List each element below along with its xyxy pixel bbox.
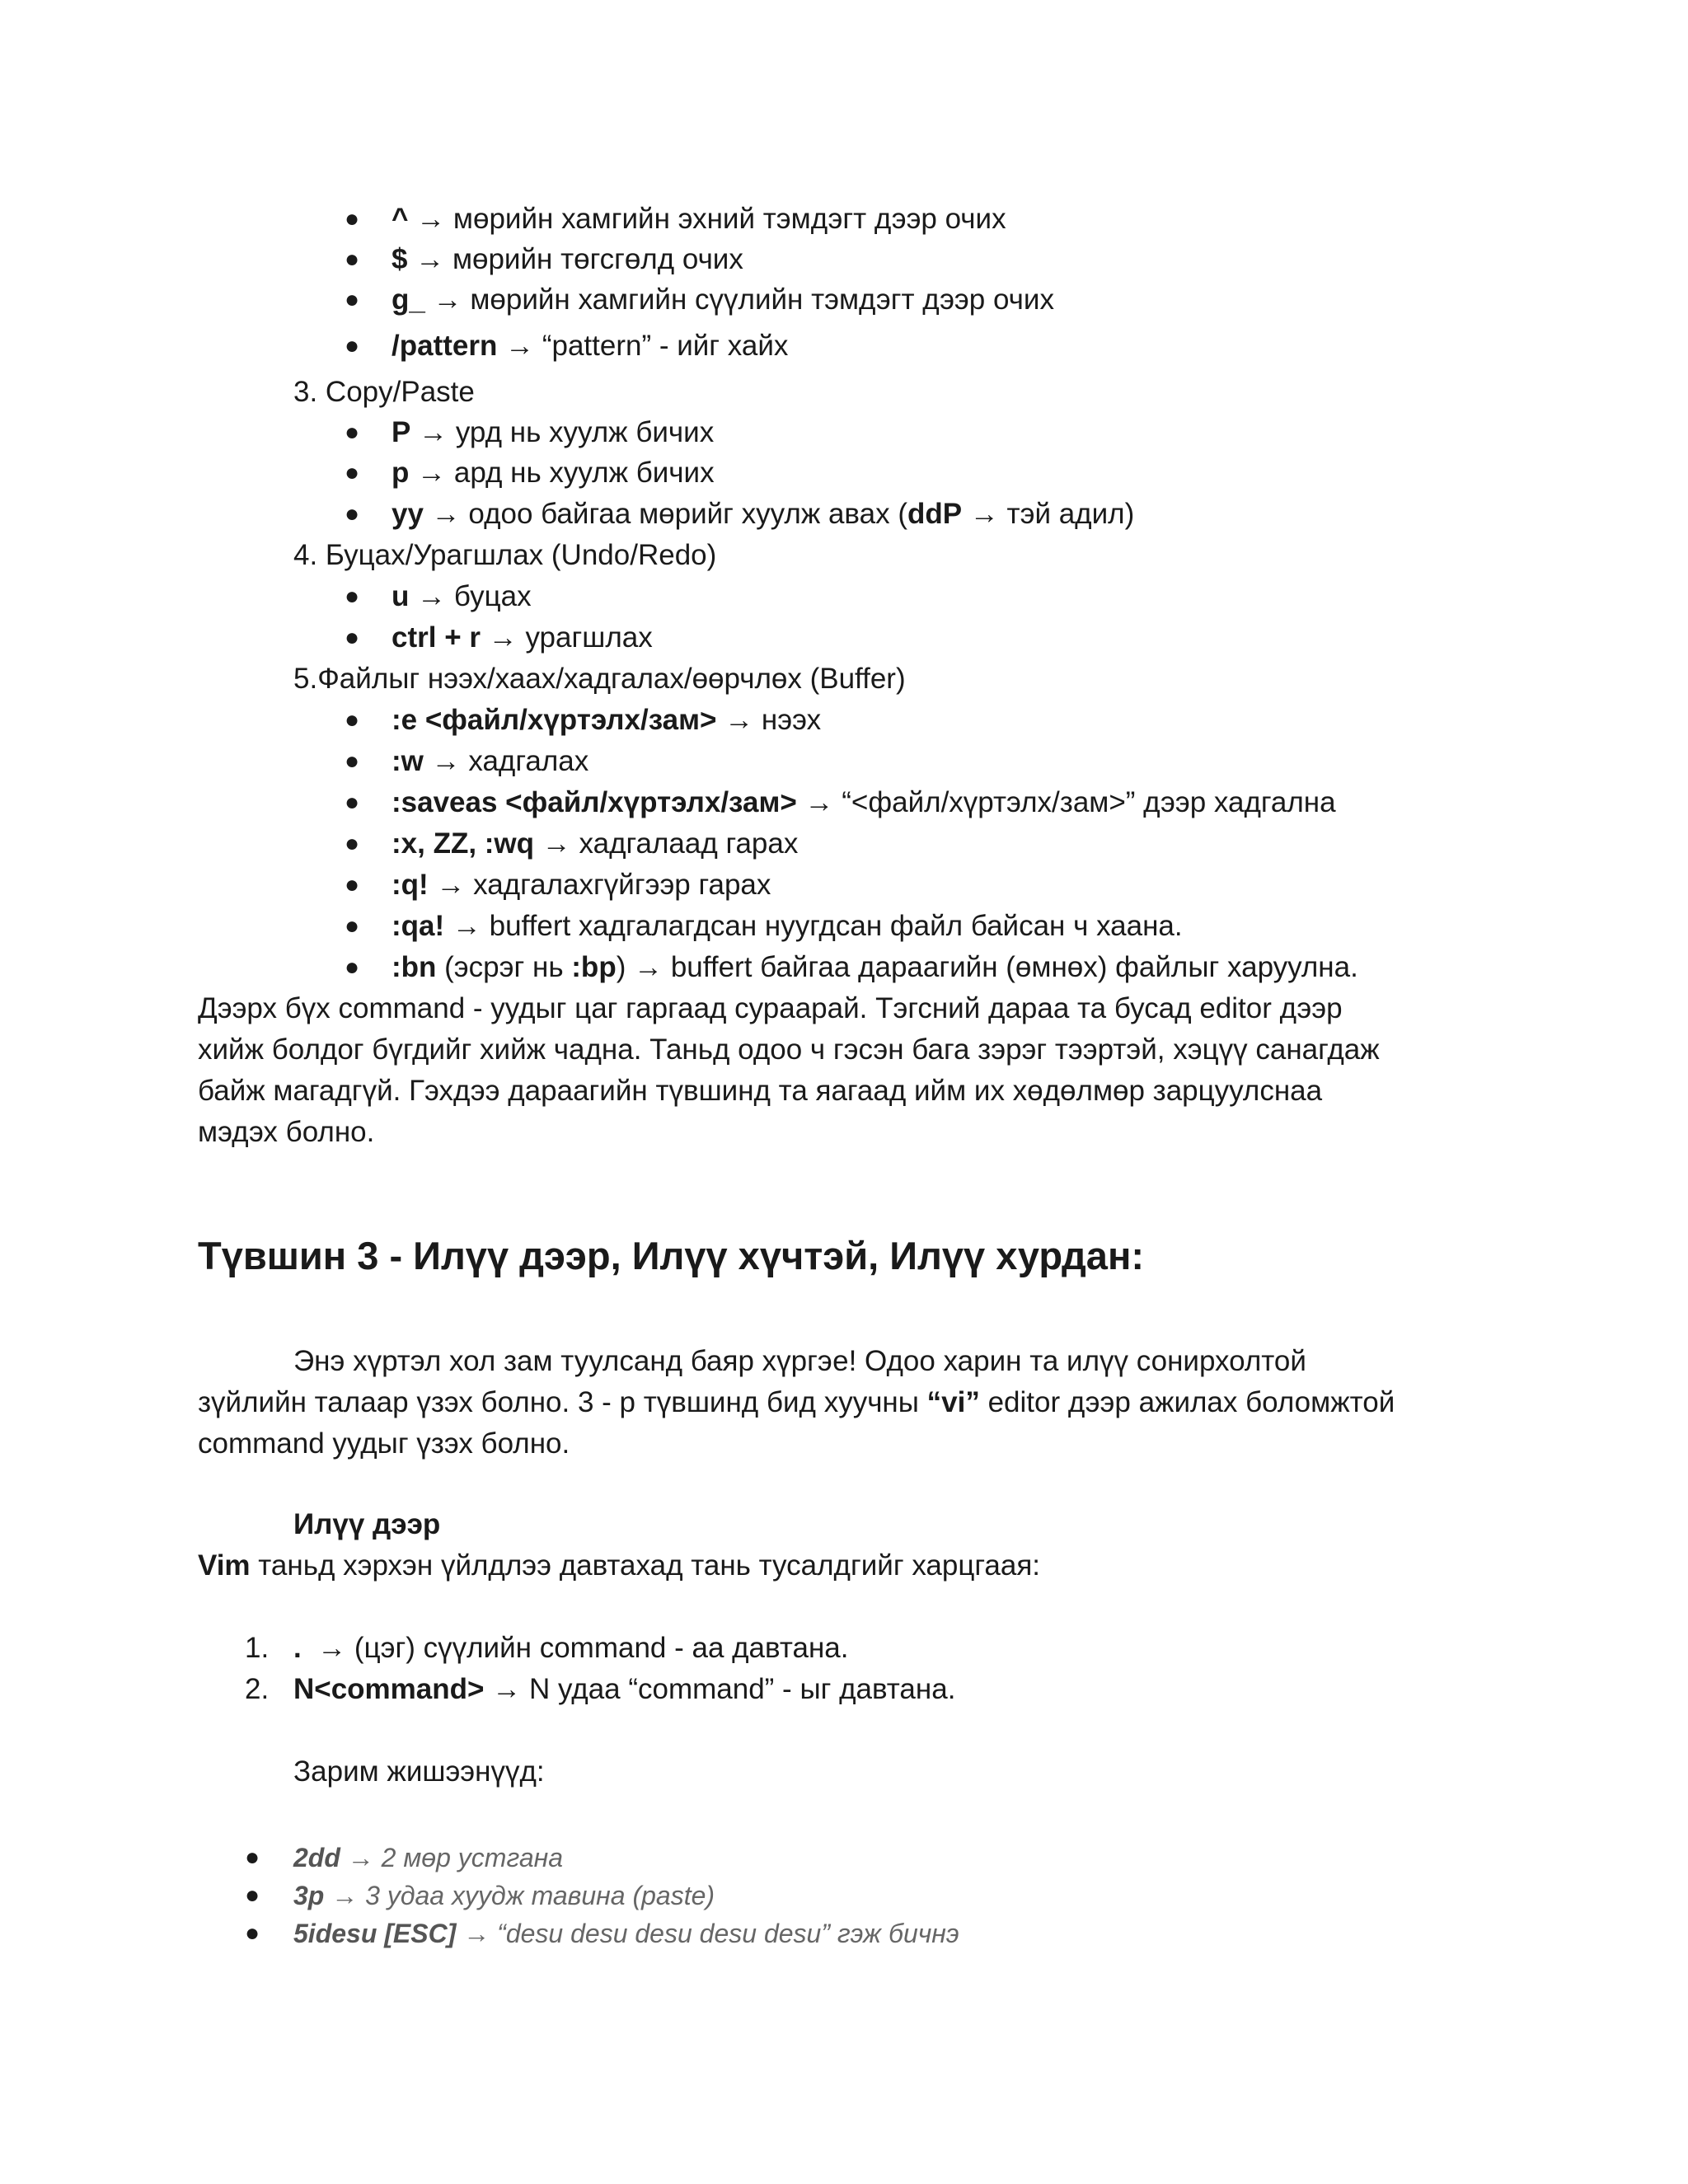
bullet-icon: ● <box>345 912 360 940</box>
bullet-icon: ● <box>345 286 360 313</box>
bullet-icon: ● <box>345 748 360 775</box>
bullet-icon: ● <box>245 1844 260 1871</box>
list-item: p → ард нь хуулж бичих <box>392 457 715 489</box>
example-item: 5idesu [ESC] → “desu desu desu desu desu” гэж бичнэ <box>293 1919 959 1948</box>
bullet-icon: ● <box>345 205 360 232</box>
example-item: 2dd → 2 мөр устгана <box>293 1843 564 1872</box>
vim-intro-line: Vim таньд хэрхэн үйлдлээ давтахад тань тусалдгийг харцгаая: <box>198 1549 1041 1582</box>
bullet-icon: ● <box>345 706 360 733</box>
bullet-icon: ● <box>345 332 360 359</box>
bullet-icon: ● <box>345 624 360 651</box>
numbered-item-content: N<command> → N удаа “command” - ыг давтана. <box>293 1673 956 1705</box>
level-3-heading: Түвшин 3 - Илүү дээр, Илүү хүчтэй, Илүү хурдан: <box>198 1234 1144 1277</box>
bullet-icon: ● <box>345 500 360 527</box>
list-item: u → буцах <box>392 580 532 612</box>
list-item: /pattern → “pattern” - ийг хайх <box>392 330 789 362</box>
paragraph-line: Дээрх бүх command - уудыг цаг гаргаад сураарай. Тэгсний дараа та бусад editor дээр <box>198 992 1343 1024</box>
list-item: :bn (эсрэг нь :bp) → buffert байгаа дараагийн (өмнөх) файлыг харуулна. <box>392 951 1358 983</box>
list-item: :w → хадгалах <box>392 745 589 777</box>
section-title-buffer: 5.Файлыг нээх/хаах/хадгалах/өөрчлөх (Buffer) <box>293 663 906 695</box>
bullet-icon: ● <box>345 459 360 486</box>
bullet-icon: ● <box>345 583 360 610</box>
bullet-icon: ● <box>345 246 360 273</box>
bullet-icon: ● <box>345 954 360 981</box>
bullet-icon: ● <box>345 871 360 898</box>
bullet-icon: ● <box>345 419 360 446</box>
paragraph-line: байж магадгүй. Гэхдээ дараагийн түвшинд та яагаад ийм их хөдөлмөр зарцуулснаа <box>198 1075 1323 1107</box>
list-item: $ → мөрийн төгсгөлд очих <box>392 243 743 275</box>
paragraph-line: хийж болдог бүгдийг хийж чадна. Таньд одоо ч гэсэн бага зэрэг тээртэй, хэцүү санагдаж <box>198 1033 1380 1066</box>
list-item: yy → одоо байгаа мөрийг хуулж авах (ddP → тэй адил) <box>392 498 1135 530</box>
section-title-copy-paste: 3. Copy/Paste <box>293 376 475 408</box>
subheading-better: Илүү дээр <box>293 1508 441 1540</box>
paragraph-line: Энэ хүртэл хол зам туулсанд баяр хүргэе! Одоо харин та илүү сонирхолтой <box>293 1345 1306 1377</box>
bullet-icon: ● <box>345 789 360 816</box>
list-item: ^ → мөрийн хамгийн эхний тэмдэгт дээр очих <box>392 203 1006 235</box>
bullet-icon: ● <box>245 1882 260 1909</box>
example-item: 3p → 3 удаа хуудж тавина (paste) <box>293 1881 715 1910</box>
list-item: ctrl + r → урагшлах <box>392 621 653 654</box>
section-title-undo-redo: 4. Буцах/Урагшлах (Undo/Redo) <box>293 539 717 571</box>
list-item: :q! → хадгалахгүйгээр гарах <box>392 869 771 901</box>
list-item: g_ → мөрийн хамгийн сүүлийн тэмдэгт дээр очих <box>392 284 1054 316</box>
paragraph-line: мэдэх болно. <box>198 1116 375 1148</box>
list-item: :x, ZZ, :wq → хадгалаад гарах <box>392 827 799 860</box>
list-item: :saveas <файл/хүртэлх/зам> → “<файл/хүртэлх/зам>” дээр хадгална <box>392 786 1336 818</box>
numbered-item: 1. <box>245 1632 270 1664</box>
bullet-icon: ● <box>345 830 360 857</box>
list-item: :e <файл/хүртэлх/зам> → нээх <box>392 704 822 736</box>
list-item: :qa! → buffert хадгалагдсан нуугдсан файл байсан ч хаана. <box>392 910 1183 942</box>
numbered-item: 2. <box>245 1673 270 1705</box>
bullet-icon: ● <box>245 1919 260 1947</box>
list-item: P → урд нь хуулж бичих <box>392 416 715 448</box>
examples-label: Зарим жишээнүүд: <box>293 1755 545 1788</box>
paragraph-line: command уудыг үзэх болно. <box>198 1427 570 1460</box>
numbered-item-content: . → (цэг) сүүлийн command - аа давтана. <box>293 1632 849 1664</box>
paragraph-line: зүйлийн талаар үзэх болно. 3 - р түвшинд бид хуучны “vi” editor дээр ажилах боломжтой <box>198 1386 1395 1418</box>
